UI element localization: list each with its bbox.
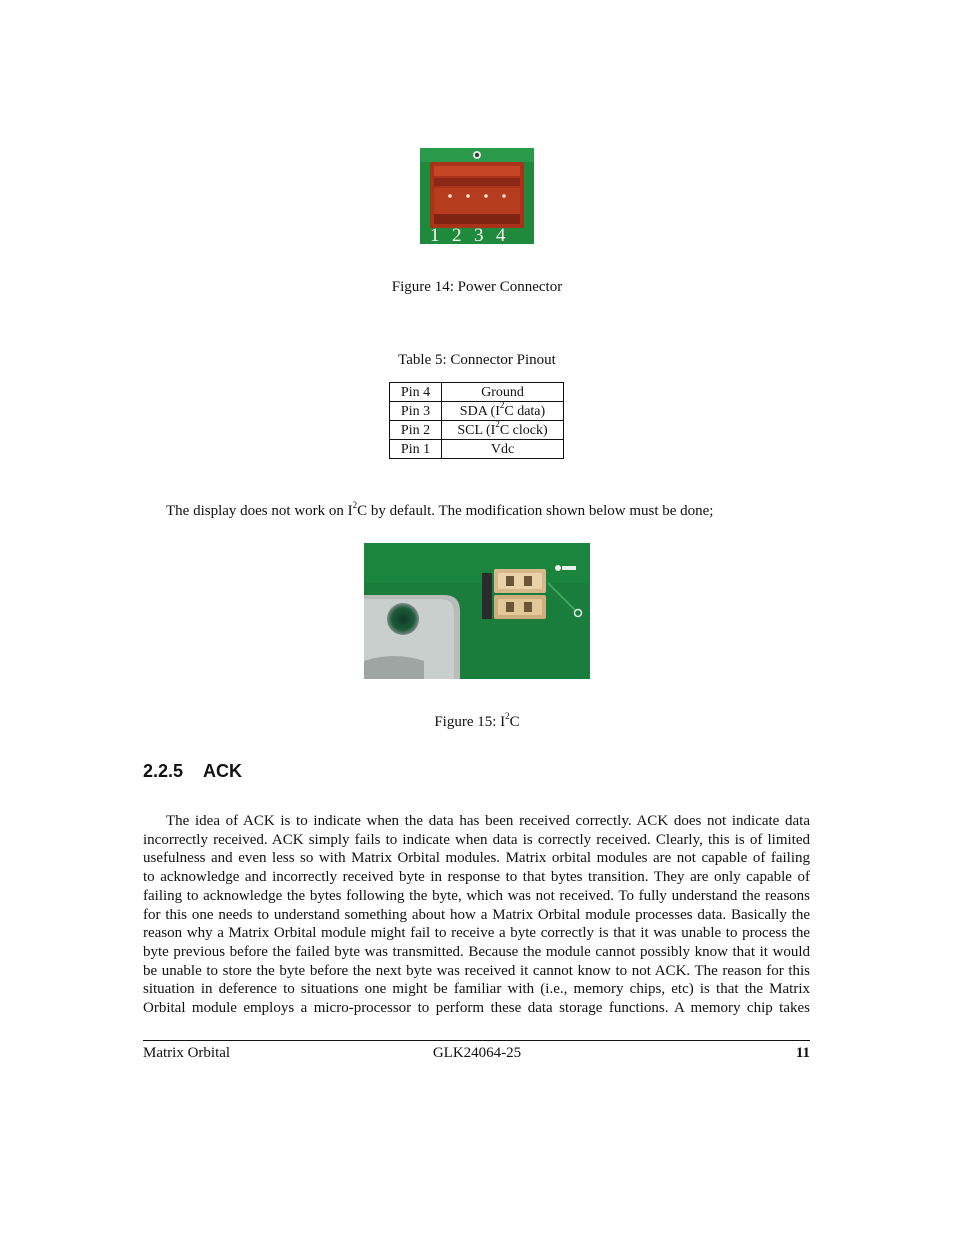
footer-model: GLK24064-25 xyxy=(432,1045,522,1061)
pin-number-label-1: 1 xyxy=(430,225,440,244)
paragraph-line: usefulness and even less so with Matrix Orbital modules. Matrix orbital modules are not capable of failing xyxy=(143,850,810,867)
superscript: 2 xyxy=(499,399,505,410)
paragraph-line: byte previous before the failed byte was transmitted. Because the module cannot possibly know that it would xyxy=(143,943,810,960)
pin-cell: Pin 4 xyxy=(390,383,442,402)
superscript: 2 xyxy=(495,418,500,429)
section-heading xyxy=(143,761,242,782)
paragraph-line: failing to acknowledge the bytes following the byte, which was not received. To fully understand the reasons xyxy=(143,887,810,904)
signal-text: C clock) xyxy=(499,422,548,438)
paragraph-line: Orbital module employs a micro-processor to perform these data storage functions. A memory chip takes xyxy=(143,1000,810,1017)
connector-pinout-table xyxy=(389,382,564,459)
section-title: ACK xyxy=(203,761,242,781)
table-row xyxy=(390,440,564,459)
signal-text: Vdc xyxy=(490,441,515,457)
pin-cell: Pin 2 xyxy=(390,421,442,440)
caption-text: C xyxy=(509,714,520,730)
i2c-jumper-photo xyxy=(364,543,590,679)
paragraph-line: for this one needs to understand something about how a Matrix Orbital module processes data. Basically the xyxy=(143,906,810,923)
caption-text: Figure 15: I xyxy=(434,714,506,730)
signal-cell xyxy=(442,399,564,421)
footer-company: Matrix Orbital xyxy=(143,1045,231,1061)
table-row xyxy=(390,402,564,421)
paragraph-line: situation in deference to situations one might be familiar with (i.e., memory chips, etc) is that the Matrix xyxy=(143,981,810,998)
signal-text: Ground xyxy=(481,384,524,400)
note-text: The display does not work on I xyxy=(166,503,353,519)
superscript: 2 xyxy=(505,711,510,721)
signal-text: SCL (I xyxy=(457,422,496,438)
signal-cell xyxy=(442,383,564,402)
page-number: 11 xyxy=(795,1045,810,1061)
paragraph-line: be unable to store the byte before the next byte was received it cannot know to not ACK. The reason for this xyxy=(143,962,810,979)
paragraph-line: to acknowledge and incorrectly received byte in response to that bytes transition. They are only capable of xyxy=(143,869,810,886)
figure-15-caption xyxy=(0,713,954,731)
power-connector-photo xyxy=(420,148,534,244)
note-text: C by default. The modification shown below must be done; xyxy=(357,503,714,519)
signal-cell xyxy=(442,418,564,440)
table-row xyxy=(390,383,564,402)
paragraph-line: incorrectly received. ACK simply fails to indicate when data is correctly received. Clearly, this is of limited xyxy=(143,831,810,848)
modification-note xyxy=(166,502,713,521)
section-number: 2.2.5 xyxy=(143,761,184,781)
ack-paragraph xyxy=(143,812,810,1018)
table-5-caption: Table 5: Connector Pinout xyxy=(398,352,556,368)
superscript: 2 xyxy=(352,500,358,510)
pin-number-label-3: 3 xyxy=(474,225,484,244)
footer-rule xyxy=(143,1040,810,1041)
table-row xyxy=(390,421,564,440)
pin-number-label-4: 4 xyxy=(496,225,506,244)
signal-text: SDA (I xyxy=(459,403,500,419)
pin-cell: Pin 3 xyxy=(390,402,442,421)
paragraph-line: The idea of ACK is to indicate when the data has been received correctly. ACK does not indicate data xyxy=(166,813,810,829)
paragraph-line: reason why a Matrix Orbital module might fail to receive a byte correctly is that it was unable to process the xyxy=(143,925,810,942)
signal-cell xyxy=(442,440,564,459)
figure-14-caption: Figure 14: Power Connector xyxy=(391,279,563,295)
pin-number-label-2: 2 xyxy=(452,225,462,244)
signal-text: C data) xyxy=(504,403,546,419)
pin-cell: Pin 1 xyxy=(390,440,442,459)
